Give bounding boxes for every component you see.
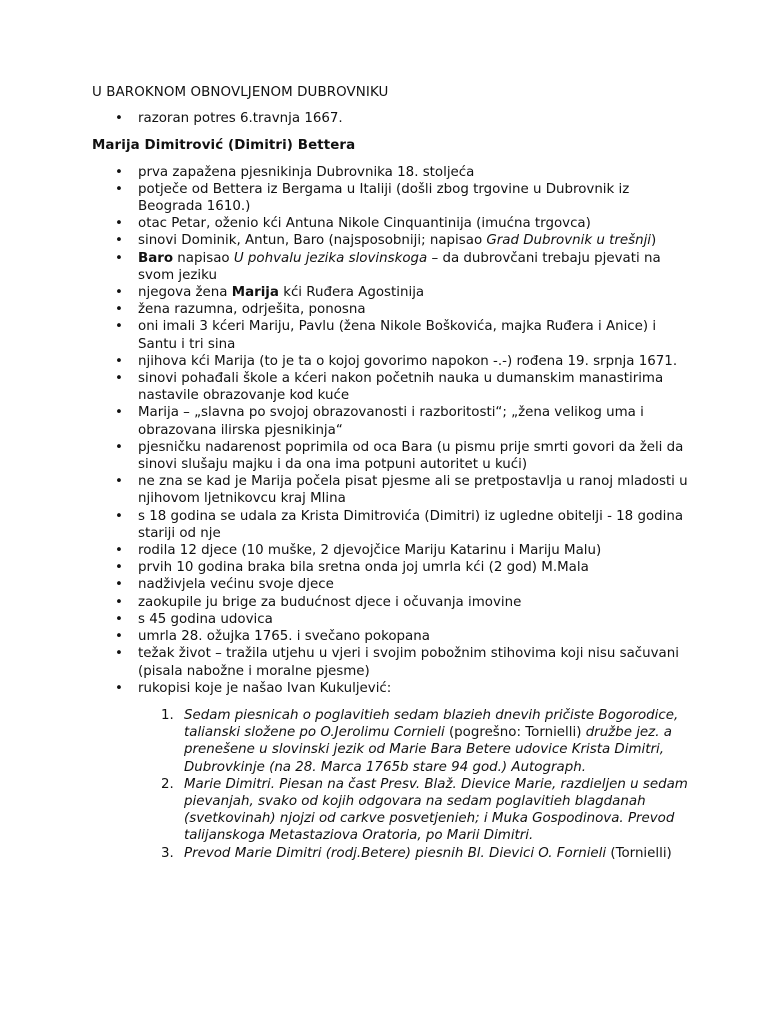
text-run: potječe od Bettera iz Bergama u Italiji (došli zbog trgovine u Dubrovnik iz Beograda 1610.): [138, 181, 630, 215]
list-item: [92, 232, 692, 249]
text-run: njihova kći Marija (to je ta o kojoj govorimo napokon -.-) rođena 19. srpnja 1671.: [138, 353, 678, 369]
text-run: Prevod Marie Dimitri (rodj.Betere) piesnih Bl. Dievici O. Fornieli: [184, 845, 607, 861]
text-run: pjesničku nadarenost poprimila od oca Bara (u pismu prije smrti govori da želi da sinovi slušaju majku i da ona ima potpuni autoritet u kući): [138, 439, 684, 473]
list-item: [92, 576, 692, 593]
text-run: Grad Dubrovnik u trešnji: [486, 233, 652, 249]
manuscript-item: [92, 707, 692, 776]
document-page: [92, 84, 692, 862]
list-item: [92, 164, 692, 181]
list-item: [92, 680, 692, 697]
list-item: [92, 284, 692, 301]
list-item: [92, 559, 692, 576]
text-run: umrla 28. ožujka 1765. i svečano pokopana: [138, 629, 430, 645]
text-run: s 45 godina udovica: [138, 611, 273, 627]
list-number: 1.: [161, 707, 174, 723]
list-item: [92, 628, 692, 645]
list-item: [92, 215, 692, 232]
manuscripts-numbered-list: [92, 707, 692, 862]
text-run: ne zna se kad je Marija počela pisat pjesme ali se pretpostavlja u ranoj mladosti u njihovom ljetnikovcu kraj Mlina: [138, 474, 688, 507]
text-run: nadživjela većinu svoje djece: [138, 577, 334, 593]
text-run: (pogrešno: Tornielli): [444, 725, 586, 741]
list-number: 3.: [161, 845, 174, 861]
text-run: prvih 10 godina braka bila sretna onda joj umrla kći (2 god) M.Mala: [138, 560, 589, 576]
text-run: žena razumna, odrješita, ponosna: [138, 302, 366, 318]
text-run: njegova žena: [138, 285, 232, 301]
text-run: (Tornielli): [606, 845, 672, 861]
list-number: 2.: [161, 776, 174, 792]
text-run: U pohvalu jezika slovinskoga: [233, 250, 428, 266]
text-run: Baro: [138, 250, 174, 266]
text-run: rodila 12 djece (10 muške, 2 djevojčice Mariju Katarinu i Mariju Malu): [138, 543, 602, 559]
list-item: [92, 370, 692, 404]
list-item: [92, 542, 692, 559]
list-item: [92, 439, 692, 473]
text-run: prva zapažena pjesnikinja Dubrovnika 18. stoljeća: [138, 164, 475, 180]
text-run: družbe jez. a prenešene u slovinski jezik od Marie Bara Betere udovice Krista Dimitri, Dubrovkinje (na 28. Marca 1765b stare 94 god.) Autograph.: [184, 725, 672, 775]
list-item: [92, 353, 692, 370]
manuscript-item: [92, 776, 692, 845]
text-run: sinovi pohađali škole a kćeri nakon početnih nauka u dumanskim manastirima nastavile obrazovanje kod kuće: [138, 371, 664, 404]
text-run: kći Ruđera Agostinija: [278, 285, 425, 301]
text-run: zaokupile ju brige za budućnost djece i očuvanja imovine: [138, 594, 522, 610]
list-item: [92, 645, 692, 679]
list-item: [92, 508, 692, 542]
text-run: s 18 godina se udala za Krista Dimitrovića (Dimitri) iz ugledne obitelji - 18 godina stariji od nje: [138, 508, 684, 541]
text-run: – da dubrovčani trebaju pjevati na svom jeziku: [138, 250, 661, 283]
list-item: • razoran potres 6.travnja 1667.: [92, 110, 692, 127]
text-run: Marija: [231, 285, 279, 301]
text-run: rukopisi koje je našao Ivan Kukuljević:: [138, 680, 392, 696]
list-item: [92, 318, 692, 352]
text-run: sinovi Dominik, Antun, Baro (najsposobniji; napisao: [138, 233, 487, 249]
list-item: [92, 404, 692, 438]
text-run: Marija – „slavna po svojoj obrazovanosti i razboritosti“; „žena velikog uma i obrazovana ilirska pjesnikinja“: [138, 405, 644, 438]
text-run: težak život – tražila utjehu u vjeri i svojim pobožnim stihovima koji nisu sačuvani (pisala nabožne i moralne pjesme): [138, 646, 679, 679]
text-run: oni imali 3 kćeri Mariju, Pavlu (žena Nikole Boškovića, majka Ruđera i Anice) i Santu i tri sina: [138, 319, 657, 352]
list-item: [92, 250, 692, 284]
section-heading-dubrovnik: U BAROKNOM OBNOVLJENOM DUBROVNIKU: [92, 85, 389, 100]
section1-bullet-list: [92, 110, 692, 127]
biography-bullet-list: [92, 164, 692, 697]
text-run: ): [651, 233, 657, 249]
manuscript-item: [92, 845, 692, 862]
text-run: Marie Dimitri. Piesan na čast Presv. Blaž. Dievice Marie, razdieljen u sedam pievanjah, svako od kojih odgovara na sedam poglavitieh blagdanah (svetkovinah) njojzi od carkve posvetjenieh; i Muka Gospodinova. Prevod talijanskoga Metastaziova Oratoria, po Marii Dimitri.: [184, 776, 688, 844]
list-item: [92, 611, 692, 628]
text-run: Sedam piesnicah o poglavitieh sedam blazieh dnevih pričiste Bogorodice, talianski složene po O.Jerolimu Cornieli: [184, 707, 679, 741]
list-item: [92, 594, 692, 611]
section-heading-marija: Marija Dimitrović (Dimitri) Bettera: [92, 138, 356, 154]
text-run: otac Petar, oženio kći Antuna Nikole Cinquantinija (imućna trgovca): [138, 216, 591, 232]
list-item: [92, 473, 692, 507]
text-run: napisao: [173, 250, 234, 266]
list-item: [92, 301, 692, 318]
list-item: [92, 181, 692, 215]
